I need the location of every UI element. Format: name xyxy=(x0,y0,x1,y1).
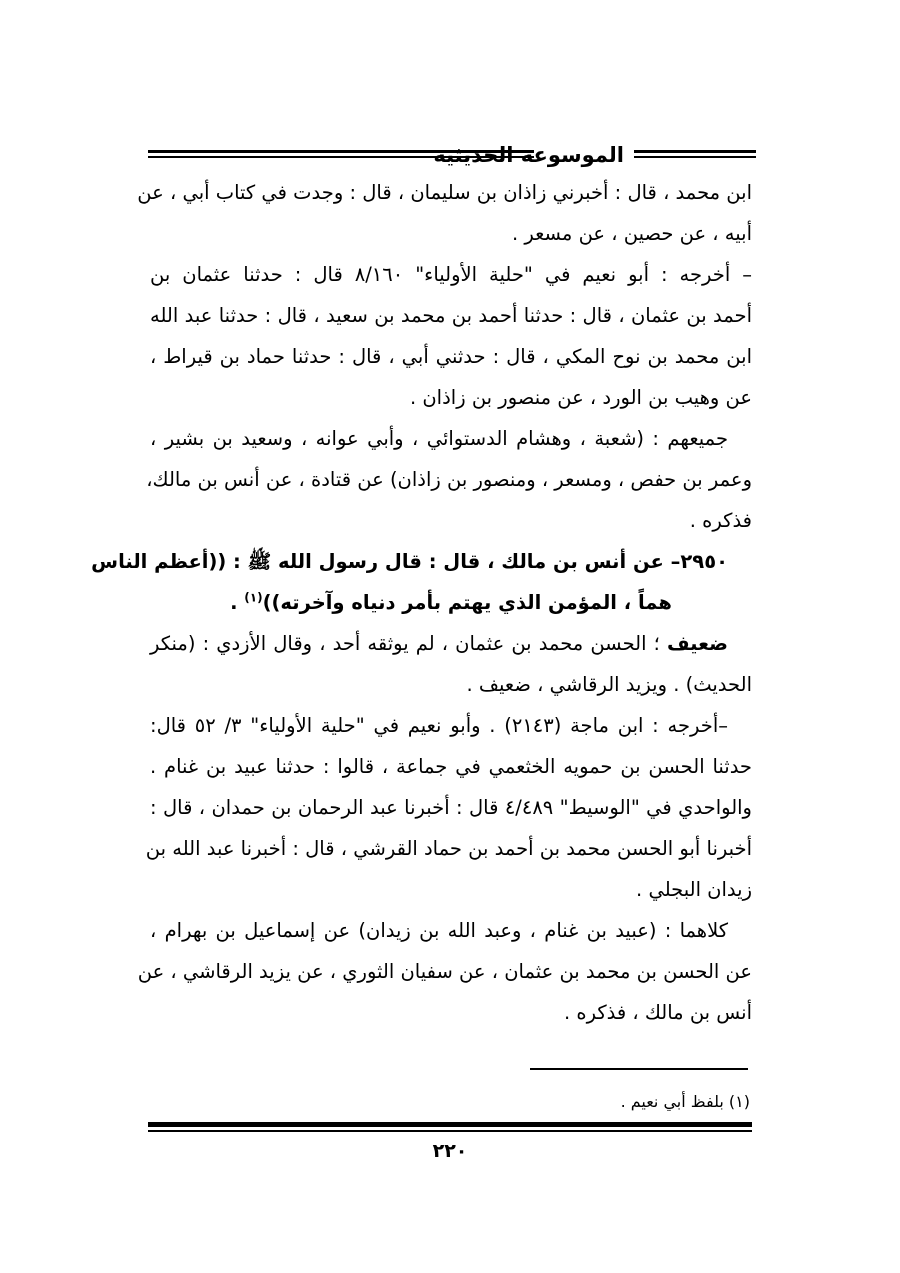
text-line xyxy=(150,705,752,746)
hadith-text: ٢٩٥٠– عن أنس بن مالك ، قال : قال رسول الله ﷺ : ((أعظم الناس xyxy=(91,550,728,573)
running-header xyxy=(148,140,756,174)
text-line xyxy=(150,910,752,951)
text-line: حدثنا الحسن بن حمويه الخثعمي في جماعة ، قالوا : حدثنا عبيد بن غنام . xyxy=(150,755,752,778)
footnote: (١) بلفظ أبي نعيم . xyxy=(620,1092,750,1111)
footnote-separator xyxy=(530,1068,748,1070)
text-run: كلاهما : (عبيد بن غنام ، وعبد الله بن زيدان) عن إسماعيل بن بهرام ، xyxy=(150,919,728,942)
text-run: –أخرجه : ابن ماجة (٢١٤٣) . وأبو نعيم في "حلية الأولياء" ٣/ ٥٢ قال: xyxy=(150,714,728,737)
text-line: ابن محمد ، قال : أخبرني زاذان بن سليمان ، قال : وجدت في كتاب أبي ، عن xyxy=(137,181,752,204)
text-line: أحمد بن عثمان ، قال : حدثنا أحمد بن محمد بن سعيد ، قال : حدثنا عبد الله xyxy=(150,304,752,327)
hadith-text: هماً ، المؤمن الذي يهتم بأمر دنياه وآخرته)) xyxy=(262,591,672,614)
header-title: الموسوعة الحديثية xyxy=(433,143,624,167)
hadith-number-line xyxy=(91,541,752,582)
text-line: أبيه ، عن حصين ، عن مسعر . xyxy=(511,222,752,245)
text-line: زيدان البجلي . xyxy=(636,878,752,901)
header-rule-right xyxy=(634,150,756,153)
text-line: أخبرنا أبو الحسن محمد بن أحمد بن حماد القرشي ، قال : أخبرنا عبد الله بن xyxy=(145,837,752,860)
footnote-ref: (١) xyxy=(244,590,263,605)
bottom-rule-thick xyxy=(148,1122,752,1127)
page-number: ٢٢٠ xyxy=(432,1140,468,1162)
grading-text: ؛ الحسن محمد بن عثمان ، لم يوثقه أحد ، وقال الأزدي : (منكر xyxy=(150,632,660,655)
text-line: عن وهيب بن الورد ، عن منصور بن زاذان . xyxy=(409,386,752,409)
text-line: وعمر بن حفص ، ومسعر ، ومنصور بن زاذان) عن قتادة ، عن أنس بن مالك، xyxy=(146,468,752,491)
text-line: ابن محمد بن نوح المكي ، قال : حدثني أبي ، قال : حدثنا حماد بن قيراط ، xyxy=(150,345,752,368)
header-rule-right-thin xyxy=(634,156,756,158)
bottom-rule-thin xyxy=(148,1130,752,1132)
text-line: أنس بن مالك ، فذكره . xyxy=(563,1001,752,1024)
text-line: الحديث) . ويزيد الرقاشي ، ضعيف . xyxy=(466,673,752,696)
grading-label: ضعيف xyxy=(666,632,728,655)
punctuation: . xyxy=(230,591,245,614)
text-line xyxy=(150,418,752,459)
text-line: فذكره . xyxy=(689,509,752,532)
text-line: والواحدي في "الوسيط" ٤/٤٨٩ قال : أخبرنا عبد الرحمان بن حمدان ، قال : xyxy=(150,796,752,819)
text-run: جميعهم : (شعبة ، وهشام الدستوائي ، وأبي عوانه ، وسعيد بن بشير ، xyxy=(150,427,728,450)
main-text xyxy=(91,172,752,1033)
text-line: – أخرجه : أبو نعيم في "حلية الأولياء" ٨/١٦٠ قال : حدثنا عثمان بن xyxy=(150,263,752,286)
grading-line xyxy=(150,623,752,664)
text-line: عن الحسن بن محمد بن عثمان ، عن سفيان الثوري ، عن يزيد الرقاشي ، عن xyxy=(137,960,752,983)
hadith-text-line xyxy=(150,582,752,623)
